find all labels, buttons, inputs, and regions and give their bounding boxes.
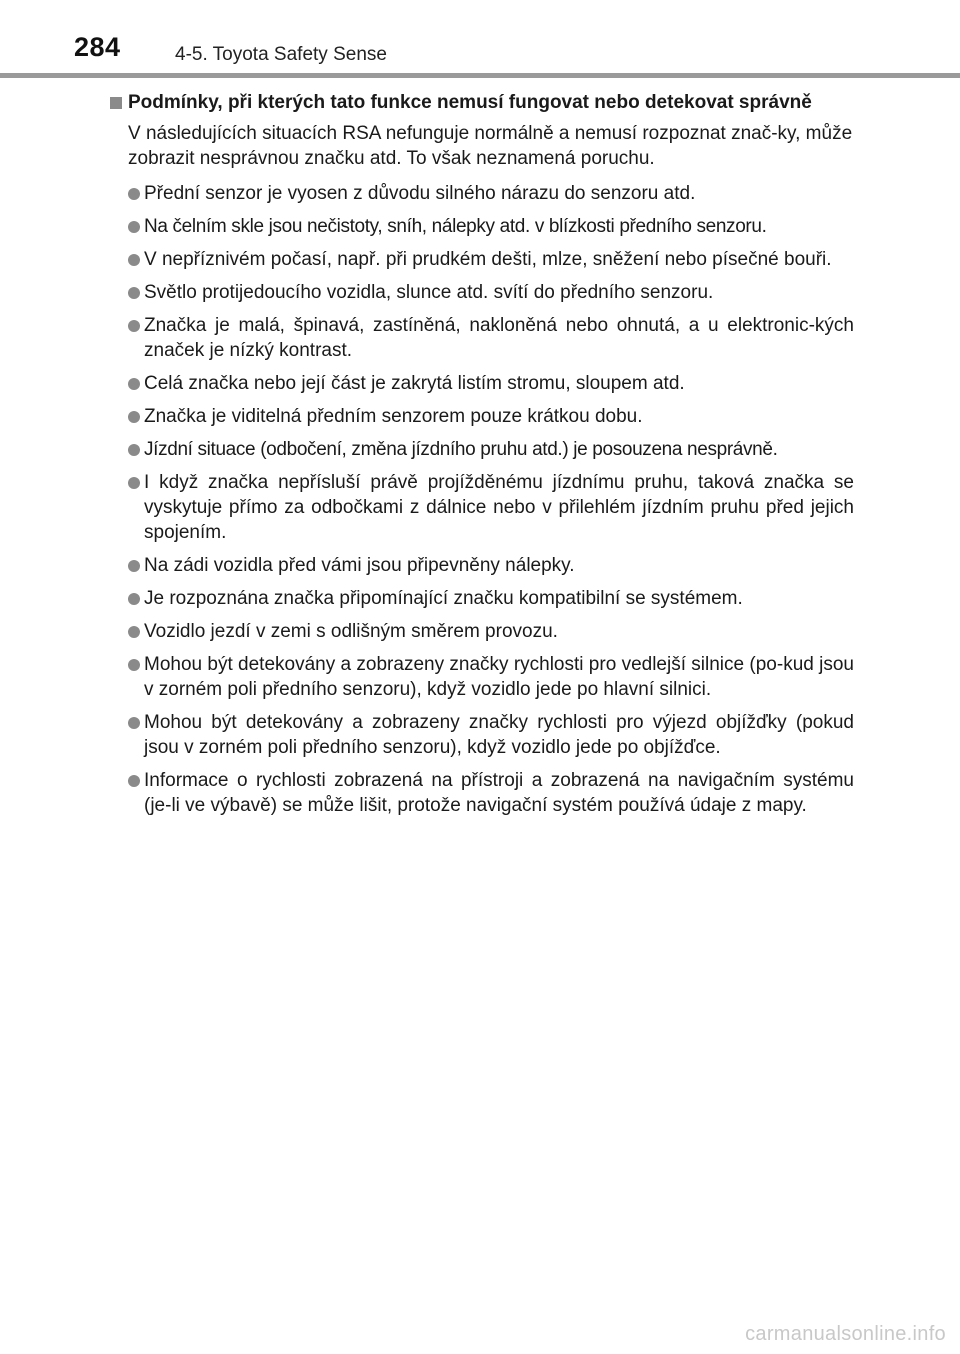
list-item bbox=[108, 313, 854, 363]
section-heading-text: Podmínky, při kterých tato funkce nemusí fungovat nebo detekovat správně bbox=[128, 92, 812, 113]
list-item-text: Značka je malá, špinavá, zastíněná, nakloněná nebo ohnutá, a u elektronic-kých značek je nízký kontrast. bbox=[144, 315, 854, 361]
list-item bbox=[108, 710, 854, 760]
list-item-text: Vozidlo jezdí v zemi s odlišným směrem provozu. bbox=[144, 621, 558, 642]
round-bullet-icon bbox=[128, 593, 140, 605]
list-item-text: Jízdní situace (odbočení, změna jízdního pruhu atd.) je posouzena nesprávně. bbox=[144, 439, 778, 460]
page-content bbox=[108, 90, 854, 826]
list-item-text: Na čelním skle jsou nečistoty, sníh, nálepky atd. v blízkosti předního senzoru. bbox=[144, 216, 767, 237]
list-item bbox=[108, 371, 854, 396]
round-bullet-icon bbox=[128, 560, 140, 572]
list-item-text: Na zádi vozidla před vámi jsou připevněny nálepky. bbox=[144, 555, 575, 576]
list-item bbox=[108, 470, 854, 545]
list-item bbox=[108, 404, 854, 429]
round-bullet-icon bbox=[128, 287, 140, 299]
round-bullet-icon bbox=[128, 775, 140, 787]
list-item bbox=[108, 619, 854, 644]
intro-paragraph: V následujících situacích RSA nefunguje normálně a nemusí rozpoznat znač-ky, může zobrazit nesprávnou značku atd. To však neznamená poruchu. bbox=[128, 123, 853, 169]
round-bullet-icon bbox=[128, 188, 140, 200]
round-bullet-icon bbox=[128, 378, 140, 390]
round-bullet-icon bbox=[128, 659, 140, 671]
list-item bbox=[108, 280, 854, 305]
header-divider bbox=[0, 73, 960, 78]
round-bullet-icon bbox=[128, 444, 140, 456]
list-item-text: Je rozpoznána značka připomínající značku kompatibilní se systémem. bbox=[144, 588, 743, 609]
list-item bbox=[108, 181, 854, 206]
page-header bbox=[0, 0, 960, 78]
list-item bbox=[108, 214, 854, 239]
round-bullet-icon bbox=[128, 320, 140, 332]
round-bullet-icon bbox=[128, 254, 140, 266]
list-item-text: Značka je viditelná předním senzorem pouze krátkou dobu. bbox=[144, 406, 643, 427]
list-item-text: Přední senzor je vyosen z důvodu silného nárazu do senzoru atd. bbox=[144, 183, 696, 204]
round-bullet-icon bbox=[128, 411, 140, 423]
section-title: 4-5. Toyota Safety Sense bbox=[175, 44, 387, 65]
round-bullet-icon bbox=[128, 477, 140, 489]
list-item bbox=[108, 586, 854, 611]
list-item-text: I když značka nepřísluší právě projížděnému jízdnímu pruhu, taková značka se vyskytuje přímo za odbočkami z dálnice nebo v přilehlém jízdním pruhu před jejich spojením. bbox=[144, 472, 854, 543]
condition-list bbox=[108, 181, 854, 818]
list-item-text: Celá značka nebo její část je zakrytá listím stromu, sloupem atd. bbox=[144, 373, 685, 394]
list-item-text: Informace o rychlosti zobrazená na přístroji a zobrazená na navigačním systému (je-li ve výbavě) se může lišit, protože navigační systém používá údaje z mapy. bbox=[144, 770, 854, 816]
section-heading bbox=[108, 90, 854, 115]
round-bullet-icon bbox=[128, 717, 140, 729]
site-watermark: carmanualsonline.info bbox=[745, 1323, 946, 1345]
list-item-text: Mohou být detekovány a zobrazeny značky rychlosti pro výjezd objížďky (pokud jsou v zorném poli předního senzoru), když vozidlo jede po objížďce. bbox=[144, 712, 854, 758]
round-bullet-icon bbox=[128, 626, 140, 638]
round-bullet-icon bbox=[128, 221, 140, 233]
page-number: 284 bbox=[74, 32, 121, 62]
list-item bbox=[108, 437, 854, 462]
list-item-text: Mohou být detekovány a zobrazeny značky rychlosti pro vedlejší silnice (po-kud jsou v zorném poli předního senzoru), když vozidlo jede po hlavní silnici. bbox=[144, 654, 854, 700]
list-item bbox=[108, 553, 854, 578]
square-bullet-icon bbox=[110, 97, 122, 109]
list-item-text: V nepříznivém počasí, např. při prudkém dešti, mlze, sněžení nebo písečné bouři. bbox=[144, 249, 832, 270]
list-item bbox=[108, 247, 854, 272]
list-item bbox=[108, 652, 854, 702]
list-item bbox=[108, 768, 854, 818]
list-item-text: Světlo protijedoucího vozidla, slunce atd. svítí do předního senzoru. bbox=[144, 282, 714, 303]
